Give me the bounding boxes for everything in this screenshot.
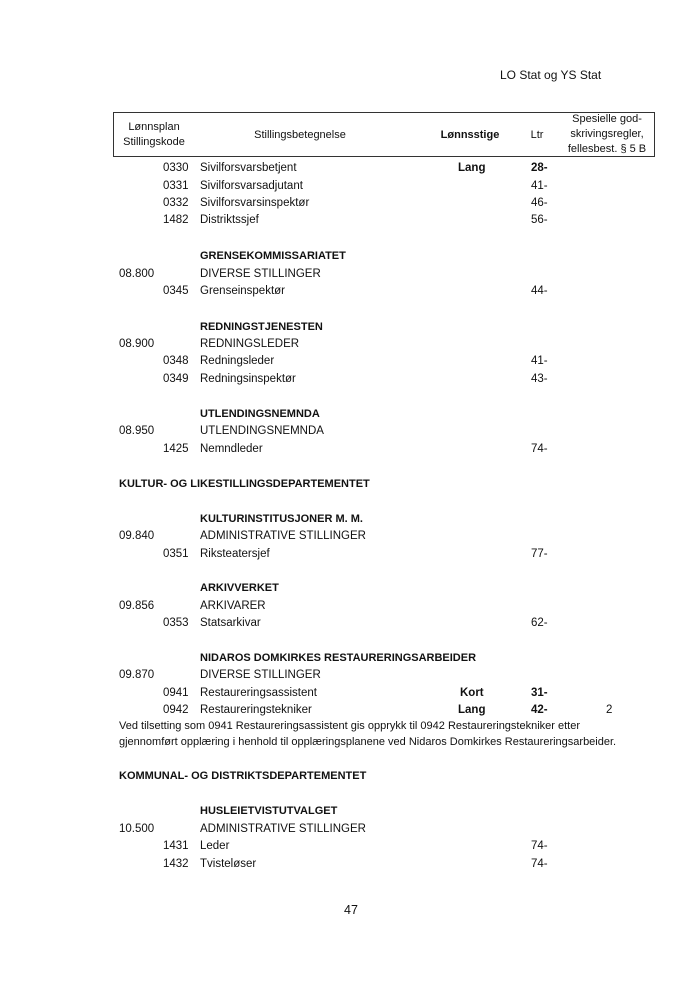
section-heading: NIDAROS DOMKIRKES RESTAURERINGSARBEIDER: [200, 652, 477, 664]
group-label: REDNINGSLEDER: [200, 338, 300, 350]
row-title: Sivilforsvarsadjutant: [200, 180, 303, 192]
row-ltr: 74-: [531, 840, 548, 852]
row-ltr: 46-: [531, 197, 548, 209]
row-code: 0941: [163, 687, 189, 699]
row-ltr: 28-: [531, 162, 548, 174]
section-heading: REDNINGSTJENESTEN: [200, 321, 323, 333]
section-heading: ARKIVVERKET: [200, 582, 279, 594]
row-code: 0345: [163, 285, 189, 297]
row-ltr: 56-: [531, 214, 548, 226]
group-label: UTLENDINGSNEMNDA: [200, 425, 324, 437]
header-lonnsstige: Lønnsstige: [440, 129, 500, 141]
row-ltr: 43-: [531, 373, 548, 385]
row-title: Tvisteløser: [200, 858, 257, 870]
header-lonnsplan-line1: Lønnsplan: [128, 121, 180, 133]
group-label: DIVERSE STILLINGER: [200, 669, 321, 681]
row-title: Leder: [200, 840, 230, 852]
lonnsplan-code: 08.800: [119, 268, 155, 280]
header-spesielle-line1: Spesielle god-: [572, 113, 642, 125]
department-heading: KULTUR- OG LIKESTILLINGSDEPARTEMENTET: [119, 478, 370, 490]
header-lonnsplan-line2: Stillingskode: [123, 136, 185, 148]
row-title: Redningsinspektør: [200, 373, 296, 385]
row-ltr: 77-: [531, 548, 548, 560]
group-label: DIVERSE STILLINGER: [200, 268, 321, 280]
group-label: ADMINISTRATIVE STILLINGER: [200, 530, 366, 542]
department-heading: KOMMUNAL- OG DISTRIKTSDEPARTEMENTET: [119, 770, 367, 782]
section-heading: KULTURINSTITUSJONER M. M.: [200, 513, 363, 525]
row-ltr: 42-: [531, 704, 548, 716]
row-code: 1425: [163, 443, 189, 455]
row-code: 0349: [163, 373, 189, 385]
lonnsplan-code: 08.900: [119, 338, 155, 350]
row-ltr: 41-: [531, 355, 548, 367]
row-title: Statsarkivar: [200, 617, 261, 629]
row-stige: Lang: [458, 162, 486, 174]
row-title: Restaureringstekniker: [200, 704, 312, 716]
note-line: gjennomført opplæring i henhold til opplæringsplanene ved Nidaros Domkirkes Restaureringsarbeider.: [119, 736, 617, 748]
header-spesielle: [560, 112, 654, 157]
group-label: ADMINISTRATIVE STILLINGER: [200, 823, 366, 835]
lonnsplan-code: 09.840: [119, 530, 155, 542]
row-ltr: 74-: [531, 858, 548, 870]
row-title: Sivilforsvarsinspektør: [200, 197, 310, 209]
lonnsplan-code: 09.856: [119, 600, 155, 612]
row-code: 1432: [163, 858, 189, 870]
page-header-title: LO Stat og YS Stat: [500, 68, 602, 82]
row-ltr: 31-: [531, 687, 548, 699]
row-title: Nemndleder: [200, 443, 263, 455]
row-ltr: 44-: [531, 285, 548, 297]
row-ltr: 62-: [531, 617, 548, 629]
header-spesielle-line2: skrivingsregler,: [570, 128, 644, 140]
lonnsplan-code: 10.500: [119, 823, 155, 835]
row-title: Redningsleder: [200, 355, 275, 367]
header-lonnsplan: [114, 120, 194, 150]
note-line: Ved tilsetting som 0941 Restaureringsassistent gis opprykk til 0942 Restaureringstekniker etter: [119, 720, 581, 732]
row-ltr: 74-: [531, 443, 548, 455]
row-title: Riksteatersjef: [200, 548, 270, 560]
page-number: 47: [344, 903, 358, 917]
section-heading: HUSLEIETVISTUTVALGET: [200, 805, 338, 817]
row-stige: Lang: [458, 704, 486, 716]
row-title: Sivilforsvarsbetjent: [200, 162, 297, 174]
row-code: 1482: [163, 214, 189, 226]
header-ltr: Ltr: [530, 129, 544, 141]
row-title: Distriktssjef: [200, 214, 259, 226]
row-stige: Kort: [460, 687, 484, 699]
header-stillingsbetegnelse: Stillingsbetegnelse: [254, 129, 346, 141]
lonnsplan-code: 09.870: [119, 669, 155, 681]
row-spesielle: 2: [606, 704, 613, 716]
row-ltr: 41-: [531, 180, 548, 192]
row-code: 0330: [163, 162, 189, 174]
row-code: 0353: [163, 617, 189, 629]
row-code: 0348: [163, 355, 189, 367]
row-title: Grenseinspektør: [200, 285, 286, 297]
row-code: 0942: [163, 704, 189, 716]
section-heading: UTLENDINGSNEMNDA: [200, 408, 320, 420]
row-code: 0351: [163, 548, 189, 560]
row-code: 1431: [163, 840, 189, 852]
row-code: 0332: [163, 197, 189, 209]
header-spesielle-line3: fellesbest. § 5 B: [567, 143, 647, 155]
lonnsplan-code: 08.950: [119, 425, 155, 437]
row-title: Restaureringsassistent: [200, 687, 317, 699]
section-heading: GRENSEKOMMISSARIATET: [200, 250, 346, 262]
group-label: ARKIVARER: [200, 600, 266, 612]
note-text: [119, 718, 639, 750]
row-code: 0331: [163, 180, 189, 192]
